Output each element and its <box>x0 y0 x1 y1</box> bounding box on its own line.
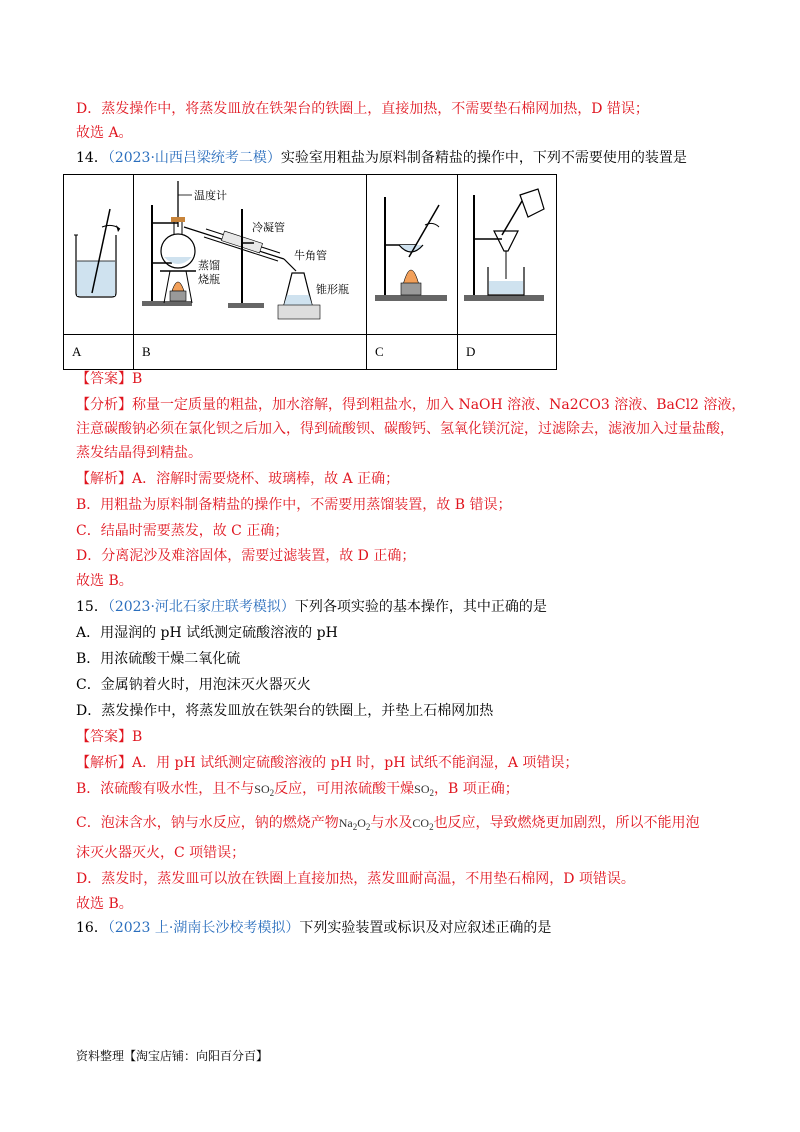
formula-sub: 2 <box>365 822 371 832</box>
question-stem: 实验室用粗盐为原料制备精盐的操作中，下列不需要使用的装置是 <box>280 150 687 166</box>
label-flask-1: 蒸馏 <box>198 259 220 272</box>
prev-option-d: D．蒸发操作中，将蒸发皿放在铁架台的铁圈上，直接加热，不需要垫石棉网加热，D 错误； <box>76 101 649 117</box>
option-a: A．用湿润的 pH 试纸测定硫酸溶液的 pH <box>76 625 338 641</box>
text-segment: ，B 项正确； <box>433 781 519 797</box>
question-stem: 下列各项实验的基本操作，其中正确的是 <box>294 599 547 615</box>
question-15 <box>76 597 547 617</box>
analysis-14-line-2: 注意碳酸钠必须在氯化钡之后加入，得到硫酸钡、碳酸钙、氢氧化镁沉淀，过滤除去，滤液加入过量盐酸， <box>76 421 734 437</box>
formula-so2 <box>414 782 434 796</box>
formula-main: SO <box>254 782 270 796</box>
prev-choice: 故选 A。 <box>76 125 133 141</box>
solution-14-a: 【解析】A．溶解时需要烧杯、玻璃棒，故 A 正确； <box>76 471 400 487</box>
filtration-apparatus-icon <box>458 175 556 330</box>
question-number: 16． <box>76 920 108 936</box>
label-d: D <box>458 335 557 370</box>
label-adapter: 牛角管 <box>294 249 327 262</box>
analysis-14-line-3: 蒸发结晶得到精盐。 <box>76 445 202 461</box>
formula-main: Na <box>338 816 353 830</box>
solution-14-c: C．结晶时需要蒸发，故 C 正确； <box>76 523 289 539</box>
distillation-apparatus-icon <box>134 175 366 330</box>
page-footer: 资料整理【淘宝店铺：向阳百分百】 <box>76 1049 269 1063</box>
formula-main: CO <box>412 816 430 830</box>
figure-b <box>134 175 367 335</box>
label-b: B <box>134 335 367 370</box>
question-source: （2023·山西吕梁统考二模） <box>107 150 281 166</box>
formula-sub: 2 <box>429 822 434 832</box>
formula-sub: 2 <box>429 788 434 798</box>
solution-14-b: B．用粗盐为原料制备精盐的操作中，不需要用蒸馏装置，故 B 错误； <box>76 497 512 513</box>
label-flask-2: 烧瓶 <box>198 273 220 286</box>
question-14 <box>76 148 687 168</box>
text-segment: 反应，可用浓硫酸干燥 <box>274 781 415 797</box>
question-stem: 下列实验装置或标识及对应叙述正确的是 <box>299 920 552 936</box>
answer-14: 【答案】B <box>76 371 143 387</box>
solution-15-b <box>76 779 519 803</box>
solution-15-a: 【解析】A．用 pH 试纸测定硫酸溶液的 pH 时，pH 试纸不能润湿，A 项错误； <box>76 755 579 771</box>
formula-so2 <box>254 782 274 796</box>
option-b: B．用浓硫酸干燥二氧化硫 <box>76 651 241 667</box>
formula-main: O <box>357 816 366 830</box>
solution-15-c <box>76 813 700 837</box>
text-segment: 与水及 <box>370 815 413 831</box>
solution-15-d: D．蒸发时，蒸发皿可以放在铁圈上直接加热，蒸发皿耐高温，不用垫石棉网，D 项错误。 <box>76 871 635 887</box>
option-d: D．蒸发操作中，将蒸发皿放在铁架台的铁圈上，并垫上石棉网加热 <box>76 703 494 719</box>
formula-main: SO <box>414 782 430 796</box>
question-source: （2023·河北石家庄联考模拟） <box>107 599 295 615</box>
solution-15-choice: 故选 B。 <box>76 896 133 912</box>
question-16 <box>76 918 551 938</box>
answer-15: 【答案】B <box>76 729 143 745</box>
formula-co2 <box>412 816 433 830</box>
figure-c <box>367 175 458 335</box>
formula-na2o2 <box>339 816 371 830</box>
solution-14-choice: 故选 B。 <box>76 573 133 589</box>
text-segment: B．浓硫酸有吸水性，且不与 <box>76 781 255 797</box>
analysis-14-line-1: 【分析】称量一定质量的粗盐，加水溶解，得到粗盐水，加入 NaOH 溶液、Na2CO3 溶液、BaCl2 溶液， <box>76 397 746 413</box>
label-c: C <box>367 335 458 370</box>
solution-15-c-cont: 沫灭火器灭火，C 项错误； <box>76 845 246 861</box>
apparatus-table <box>63 174 557 370</box>
text-segment: C．泡沫含水，钠与水反应，钠的燃烧产物 <box>76 815 339 831</box>
formula-sub: 2 <box>352 822 358 832</box>
question-number: 14． <box>76 150 108 166</box>
label-conical-flask: 锥形瓶 <box>316 283 349 296</box>
figure-a <box>64 175 134 335</box>
label-a: A <box>64 335 134 370</box>
solution-14-d: D．分离泥沙及难溶固体，需要过滤装置，故 D 正确； <box>76 548 416 564</box>
figure-d <box>458 175 557 335</box>
label-thermometer: 温度计 <box>194 189 227 202</box>
beaker-stirring-icon <box>64 175 133 330</box>
evaporation-apparatus-icon <box>367 175 457 330</box>
question-source: （2023 上·湖南长沙校考模拟） <box>107 920 300 936</box>
label-condenser: 冷凝管 <box>252 221 285 234</box>
question-number: 15． <box>76 599 108 615</box>
text-segment: 也反应，导致燃烧更加剧烈，所以不能用泡 <box>433 815 700 831</box>
formula-sub: 2 <box>269 788 275 798</box>
option-c: C．金属钠着火时，用泡沫灭火器灭火 <box>76 677 311 693</box>
